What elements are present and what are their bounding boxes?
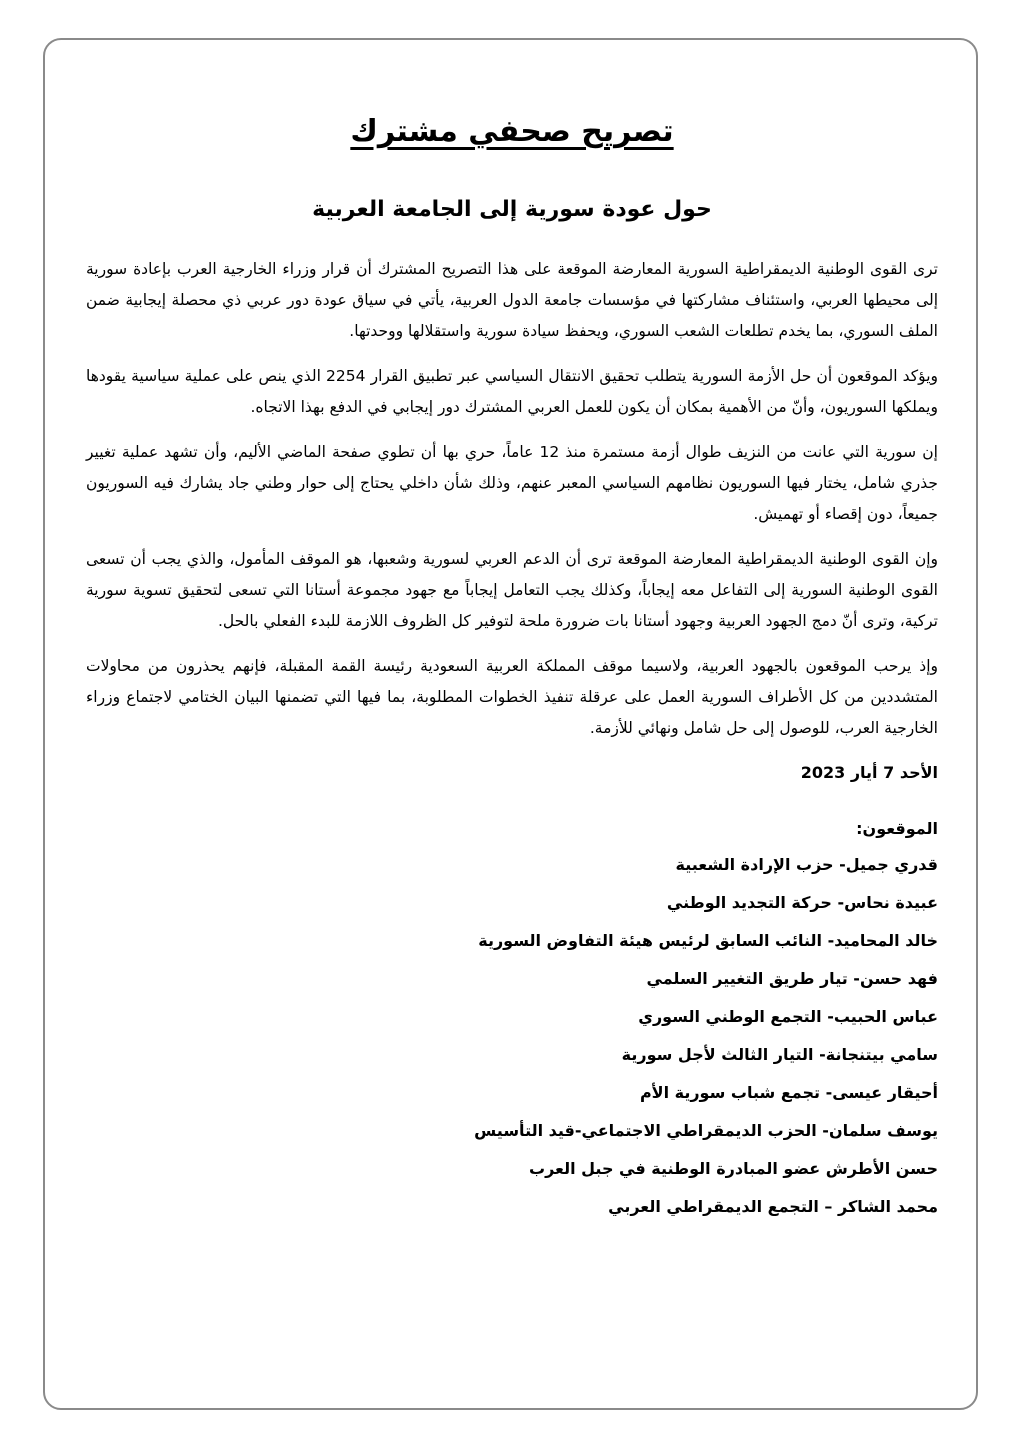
signer-item: أحيقار عيسى- تجمع شباب سورية الأم — [639, 1083, 938, 1102]
signer-item: محمد الشاكر – التجمع الديمقراطي العربي — [608, 1197, 938, 1216]
paragraph-3: إن سورية التي عانت من النزيف طوال أزمة مستمرة منذ 12 عاماً، حري بها أن تطوي صفحة الماضي الأليم، وأن تشهد عملية تغيير جذري شامل، يختار فيها السوريون نظامهم السياسي المعبر عنهم، وذلك شأن داخلي يحتاج إلى حوار وطني جاد يشارك فيه السوريون جميعاً، دون إقصاء أو تهميش. — [86, 443, 938, 523]
signer-item: عباس الحبيب- التجمع الوطني السوري — [638, 1007, 938, 1026]
paragraph-1: ترى القوى الوطنية الديمقراطية السورية المعارضة الموقعة على هذا التصريح المشترك أن قرار وزراء الخارجية العرب بإعادة سورية إلى محيطها العربي، واستئناف مشاركتها في مؤسسات جامعة الدول العربية، يأتي في سياق عودة دور عربي ذي محصلة إيجابية ضمن الملف السوري، بما يخدم تطلعات الشعب السوري، ويحفظ سيادة سورية واستقلالها ووحدتها. — [86, 260, 938, 340]
signer-item: سامي بيتنجانة- التيار الثالث لأجل سورية — [621, 1045, 938, 1064]
signer-item: يوسف سلمان- الحزب الديمقراطي الاجتماعي-قيد التأسيس — [474, 1121, 938, 1140]
signers-heading: الموقعون: — [856, 819, 938, 838]
signer-item: فهد حسن- تيار طريق التغيير السلمي — [646, 969, 938, 988]
paragraph-2: ويؤكد الموقعون أن حل الأزمة السورية يتطلب تحقيق الانتقال السياسي عبر تطبيق القرار 2254 الذي ينص على عملية سياسية يقودها ويملكها السوريون، وأنّ من الأهمية بمكان أن يكون للعمل العربي المشترك دور إيجابي في الدفع بهذا الاتجاه. — [86, 367, 938, 416]
signer-item: عبيدة نحاس- حركة التجديد الوطني — [666, 893, 938, 912]
document-date: الأحد 7 أيار 2023 — [800, 763, 938, 782]
signer-item: خالد المحاميد- النائب السابق لرئيس هيئة التفاوض السورية — [478, 931, 938, 950]
document-title: تصريح صحفي مشترك — [350, 114, 674, 149]
signers-list — [86, 850, 938, 1222]
signer-item: حسن الأطرش عضو المبادرة الوطنية في جبل العرب — [529, 1159, 938, 1178]
paragraph-4: وإن القوى الوطنية الديمقراطية المعارضة الموقعة ترى أن الدعم العربي لسورية وشعبها، هو الموقف المأمول، والذي يجب أن تسعى القوى الوطنية السورية إلى التفاعل معه إيجاباً، وكذلك يجب التعامل إيجاباً مع جهود مجموعة أستانا التي تسعى لتحقيق تسوية سورية تركية، وترى أنّ دمج الجهود العربية وجهود أستانا بات ضرورة ملحة لتوفير كل الظروف اللازمة للبدء الفعلي بالحل. — [86, 550, 938, 630]
document-subtitle: حول عودة سورية إلى الجامعة العربية — [312, 197, 712, 222]
document-body — [86, 108, 938, 1230]
paragraph-5: وإذ يرحب الموقعون بالجهود العربية، ولاسيما موقف المملكة العربية السعودية رئيسة القمة المقبلة، فإنهم يحذرون من محاولات المتشددين من كل الأطراف السورية العمل على عرقلة تنفيذ الخطوات المطلوبة، بما فيها التي تضمنها البيان الختامي لاجتماع وزراء الخارجية العرب، للوصول إلى حل شامل ونهائي للأزمة. — [86, 657, 938, 737]
signer-item: قدري جميل- حزب الإرادة الشعبية — [675, 855, 938, 874]
